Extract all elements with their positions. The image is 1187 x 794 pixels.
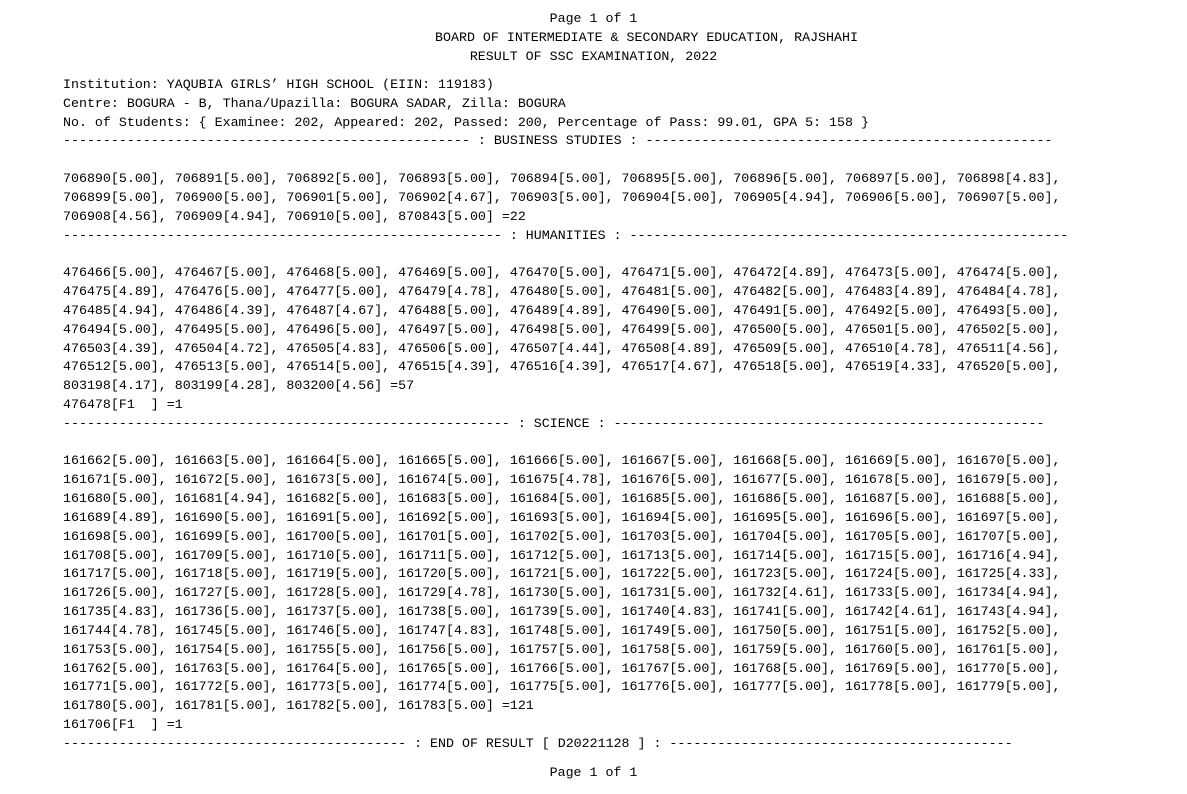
science-row: 161698[5.00], 161699[5.00], 161700[5.00], 161701[5.00], 161702[5.00], 161703[5.00], 161704[5.00], 161705[5.00], 161707[5.00], (63, 529, 1061, 544)
humanities-row: 476485[4.94], 476486[4.39], 476487[4.67], 476488[5.00], 476489[4.89], 476490[5.00], 476491[5.00], 476492[5.00], 476493[5.00], (63, 303, 1061, 318)
science-fail-row: 161706[F1 ] =1 (63, 717, 183, 732)
science-row: 161735[4.83], 161736[5.00], 161737[5.00], 161738[5.00], 161739[5.00], 161740[4.83], 161741[5.00], 161742[4.61], 161743[4.94], (63, 604, 1061, 619)
end-of-result-divider: ------------------------------------------- : END OF RESULT [ D20221128 ] : ------------------------------------------- (63, 736, 1013, 751)
humanities-row: 476503[4.39], 476504[4.72], 476505[4.83], 476506[5.00], 476507[4.44], 476508[4.89], 476509[5.00], 476510[4.78], 476511[4.56], (63, 341, 1061, 356)
humanities-row: 476466[5.00], 476467[5.00], 476468[5.00], 476469[5.00], 476470[5.00], 476471[5.00], 476472[4.89], 476473[5.00], 476474[5.00], (63, 265, 1061, 280)
exam-title: RESULT OF SSC EXAMINATION, 2022 (469, 49, 718, 64)
humanities-row: 476494[5.00], 476495[5.00], 476496[5.00], 476497[5.00], 476498[5.00], 476499[5.00], 476500[5.00], 476501[5.00], 476502[5.00], (63, 322, 1061, 337)
page-number-top: Page 1 of 1 (549, 11, 638, 26)
page-number-bottom: Page 1 of 1 (549, 765, 638, 780)
humanities-fail-row: 476478[F1 ] =1 (63, 397, 183, 412)
science-row: 161780[5.00], 161781[5.00], 161782[5.00], 161783[5.00] =121 (63, 698, 534, 713)
science-row: 161753[5.00], 161754[5.00], 161755[5.00], 161756[5.00], 161757[5.00], 161758[5.00], 161759[5.00], 161760[5.00], 161761[5.00], (63, 642, 1061, 657)
humanities-row: 803198[4.17], 803199[4.28], 803200[4.56] =57 (63, 378, 415, 393)
student-stats-line: No. of Students: { Examinee: 202, Appeared: 202, Passed: 200, Percentage of Pass: 99.01, GPA 5: 158 } (63, 115, 869, 130)
humanities-row: 476512[5.00], 476513[5.00], 476514[5.00], 476515[4.39], 476516[4.39], 476517[4.67], 476518[5.00], 476519[4.33], 476520[5.00], (63, 359, 1061, 374)
science-row: 161689[4.89], 161690[5.00], 161691[5.00], 161692[5.00], 161693[5.00], 161694[5.00], 161695[5.00], 161696[5.00], 161697[5.00], (63, 510, 1061, 525)
science-row: 161762[5.00], 161763[5.00], 161764[5.00], 161765[5.00], 161766[5.00], 161767[5.00], 161768[5.00], 161769[5.00], 161770[5.00], (63, 661, 1061, 676)
institution-line: Institution: YAQUBIA GIRLS’ HIGH SCHOOL (EIIN: 119183) (63, 77, 494, 92)
science-row: 161680[5.00], 161681[4.94], 161682[5.00], 161683[5.00], 161684[5.00], 161685[5.00], 161686[5.00], 161687[5.00], 161688[5.00], (63, 491, 1061, 506)
science-row: 161708[5.00], 161709[5.00], 161710[5.00], 161711[5.00], 161712[5.00], 161713[5.00], 161714[5.00], 161715[5.00], 161716[4.94], (63, 548, 1061, 563)
science-row: 161726[5.00], 161727[5.00], 161728[5.00], 161729[4.78], 161730[5.00], 161731[5.00], 161732[4.61], 161733[5.00], 161734[4.94], (63, 585, 1061, 600)
business-row: 706899[5.00], 706900[5.00], 706901[5.00], 706902[4.67], 706903[5.00], 706904[5.00], 706905[4.94], 706906[5.00], 706907[5.00], (63, 190, 1061, 205)
business-row: 706908[4.56], 706909[4.94], 706910[5.00], 870843[5.00] =22 (63, 209, 526, 224)
science-row: 161671[5.00], 161672[5.00], 161673[5.00], 161674[5.00], 161675[4.78], 161676[5.00], 161677[5.00], 161678[5.00], 161679[5.00], (63, 472, 1061, 487)
board-title: BOARD OF INTERMEDIATE & SECONDARY EDUCATION, RAJSHAHI (435, 30, 858, 45)
business-row: 706890[5.00], 706891[5.00], 706892[5.00], 706893[5.00], 706894[5.00], 706895[5.00], 706896[5.00], 706897[5.00], 706898[4.83], (63, 171, 1061, 186)
science-row: 161744[4.78], 161745[5.00], 161746[5.00], 161747[4.83], 161748[5.00], 161749[5.00], 161750[5.00], 161751[5.00], 161752[5.00], (63, 623, 1061, 638)
science-divider: -------------------------------------------------------- : SCIENCE : ------------------------------------------------------ (63, 416, 1045, 431)
centre-line: Centre: BOGURA - B, Thana/Upazilla: BOGURA SADAR, Zilla: BOGURA (63, 96, 566, 111)
humanities-row: 476475[4.89], 476476[5.00], 476477[5.00], 476479[4.78], 476480[5.00], 476481[5.00], 476482[5.00], 476483[4.89], 476484[4.78], (63, 284, 1061, 299)
science-row: 161662[5.00], 161663[5.00], 161664[5.00], 161665[5.00], 161666[5.00], 161667[5.00], 161668[5.00], 161669[5.00], 161670[5.00], (63, 453, 1061, 468)
science-row: 161771[5.00], 161772[5.00], 161773[5.00], 161774[5.00], 161775[5.00], 161776[5.00], 161777[5.00], 161778[5.00], 161779[5.00], (63, 679, 1061, 694)
business-studies-divider: --------------------------------------------------- : BUSINESS STUDIES : --------------------------------------------------- (63, 133, 1053, 148)
science-row: 161717[5.00], 161718[5.00], 161719[5.00], 161720[5.00], 161721[5.00], 161722[5.00], 161723[5.00], 161724[5.00], 161725[4.33], (63, 566, 1061, 581)
humanities-divider: ------------------------------------------------------- : HUMANITIES : ------------------------------------------------------- (63, 228, 1069, 243)
